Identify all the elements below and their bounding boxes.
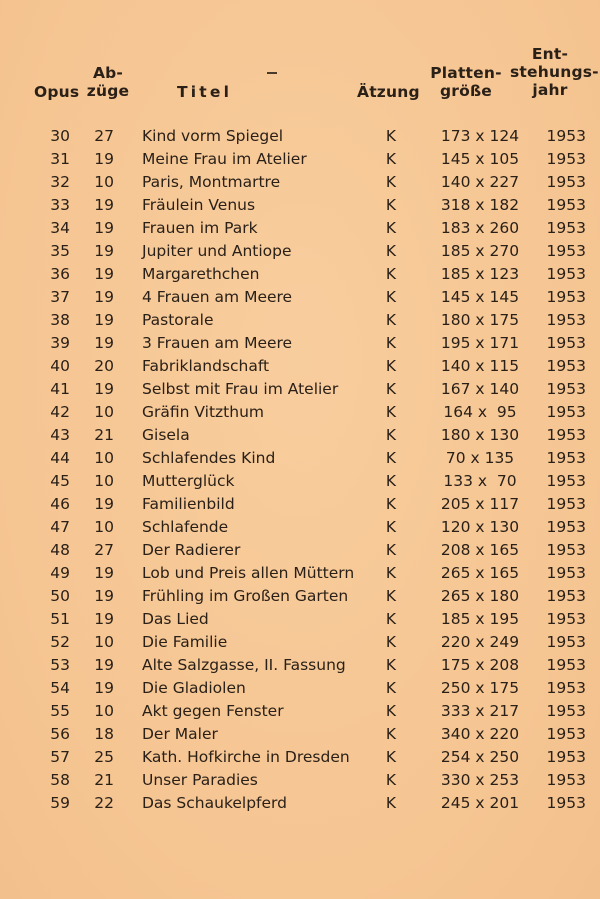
- cell-entstehungsjahr: 1953: [546, 748, 586, 766]
- cell-plattengroesse: 250 x 175: [440, 679, 520, 697]
- table-row: [0, 723, 600, 746]
- cell-aetzung: K: [385, 150, 397, 168]
- cell-plattengroesse: 145 x 105: [440, 150, 520, 168]
- cell-plattengroesse: 185 x 123: [440, 265, 520, 283]
- cell-aetzung: K: [385, 518, 397, 536]
- cell-titel: Frühling im Großen Garten: [142, 587, 349, 605]
- table-row: [0, 677, 600, 700]
- cell-abzuege: 19: [94, 288, 114, 306]
- table-row: [0, 470, 600, 493]
- cell-plattengroesse: 180 x 130: [440, 426, 520, 444]
- cell-abzuege: 25: [94, 748, 114, 766]
- cell-plattengroesse: 183 x 260: [440, 219, 520, 237]
- cell-aetzung: K: [385, 311, 397, 329]
- cell-aetzung: K: [385, 288, 397, 306]
- cell-abzuege: 10: [94, 403, 114, 421]
- cell-entstehungsjahr: 1953: [546, 633, 586, 651]
- cell-abzuege: 10: [94, 518, 114, 536]
- table-row: [0, 562, 600, 585]
- cell-abzuege: 20: [94, 357, 114, 375]
- cell-aetzung: K: [385, 679, 397, 697]
- cell-entstehungsjahr: 1953: [546, 334, 586, 352]
- cell-aetzung: K: [385, 334, 397, 352]
- cell-abzuege: 19: [94, 334, 114, 352]
- cell-opus: 54: [50, 679, 70, 697]
- cell-opus: 33: [50, 196, 70, 214]
- cell-entstehungsjahr: 1953: [546, 242, 586, 260]
- table-row: [0, 125, 600, 148]
- cell-abzuege: 27: [94, 541, 114, 559]
- cell-opus: 46: [50, 495, 70, 513]
- cell-entstehungsjahr: 1953: [546, 725, 586, 743]
- cell-titel: Die Gladiolen: [142, 679, 246, 697]
- cell-opus: 48: [50, 541, 70, 559]
- cell-opus: 37: [50, 288, 70, 306]
- cell-entstehungsjahr: 1953: [546, 150, 586, 168]
- cell-aetzung: K: [385, 403, 397, 421]
- cell-entstehungsjahr: 1953: [546, 702, 586, 720]
- cell-entstehungsjahr: 1953: [546, 311, 586, 329]
- cell-opus: 30: [50, 127, 70, 145]
- cell-abzuege: 18: [94, 725, 114, 743]
- cell-plattengroesse: 140 x 115: [440, 357, 520, 375]
- cell-plattengroesse: 167 x 140: [440, 380, 520, 398]
- cell-titel: Unser Paradies: [142, 771, 258, 789]
- cell-aetzung: K: [385, 633, 397, 651]
- cell-titel: Fabriklandschaft: [142, 357, 270, 375]
- table-row: [0, 286, 600, 309]
- table-body: [0, 125, 600, 815]
- cell-plattengroesse: 173 x 124: [440, 127, 520, 145]
- table-row: [0, 585, 600, 608]
- table-row: [0, 769, 600, 792]
- cell-opus: 44: [50, 449, 70, 467]
- cell-opus: 47: [50, 518, 70, 536]
- cell-opus: 42: [50, 403, 70, 421]
- table-row: [0, 355, 600, 378]
- cell-abzuege: 19: [94, 610, 114, 628]
- cell-opus: 40: [50, 357, 70, 375]
- cell-plattengroesse: 220 x 249: [440, 633, 520, 651]
- cell-abzuege: 10: [94, 633, 114, 651]
- cell-abzuege: 19: [94, 219, 114, 237]
- cell-entstehungsjahr: 1953: [546, 771, 586, 789]
- cell-abzuege: 19: [94, 656, 114, 674]
- cell-entstehungsjahr: 1953: [546, 679, 586, 697]
- cell-entstehungsjahr: 1953: [546, 357, 586, 375]
- cell-titel: Das Lied: [142, 610, 209, 628]
- cell-plattengroesse: 340 x 220: [440, 725, 520, 743]
- cell-aetzung: K: [385, 748, 397, 766]
- cell-titel: Mutterglück: [142, 472, 235, 490]
- cell-abzuege: 19: [94, 587, 114, 605]
- cell-titel: Fräulein Venus: [142, 196, 256, 214]
- cell-titel: Meine Frau im Atelier: [142, 150, 307, 168]
- cell-plattengroesse: 195 x 171: [440, 334, 520, 352]
- cell-entstehungsjahr: 1953: [546, 495, 586, 513]
- cell-titel: Der Radierer: [142, 541, 241, 559]
- cell-titel: Pastorale: [142, 311, 214, 329]
- cell-abzuege: 19: [94, 380, 114, 398]
- table-row: [0, 401, 600, 424]
- cell-aetzung: K: [385, 656, 397, 674]
- cell-plattengroesse: 164 x 95: [443, 403, 517, 421]
- header-aetzung: Ätzung: [357, 83, 420, 101]
- cell-plattengroesse: 333 x 217: [440, 702, 520, 720]
- cell-abzuege: 19: [94, 679, 114, 697]
- cell-aetzung: K: [385, 541, 397, 559]
- cell-plattengroesse: 185 x 195: [440, 610, 520, 628]
- cell-abzuege: 19: [94, 265, 114, 283]
- cell-abzuege: 10: [94, 173, 114, 191]
- cell-entstehungsjahr: 1953: [546, 265, 586, 283]
- cell-aetzung: K: [385, 380, 397, 398]
- cell-abzuege: 22: [94, 794, 114, 812]
- cell-plattengroesse: 70 x 135: [445, 449, 515, 467]
- cell-opus: 57: [50, 748, 70, 766]
- cell-titel: Gisela: [142, 426, 190, 444]
- table-row: [0, 332, 600, 355]
- cell-abzuege: 19: [94, 311, 114, 329]
- cell-opus: 31: [50, 150, 70, 168]
- cell-plattengroesse: 330 x 253: [440, 771, 520, 789]
- cell-opus: 55: [50, 702, 70, 720]
- cell-titel: Das Schaukelpferd: [142, 794, 287, 812]
- cell-titel: Gräfin Vitzthum: [142, 403, 265, 421]
- cell-opus: 34: [50, 219, 70, 237]
- cell-entstehungsjahr: 1953: [546, 288, 586, 306]
- table-row: [0, 171, 600, 194]
- cell-aetzung: K: [385, 449, 397, 467]
- cell-aetzung: K: [385, 495, 397, 513]
- cell-plattengroesse: 205 x 117: [440, 495, 520, 513]
- cell-opus: 41: [50, 380, 70, 398]
- cell-plattengroesse: 208 x 165: [440, 541, 520, 559]
- cell-aetzung: K: [385, 771, 397, 789]
- cell-opus: 52: [50, 633, 70, 651]
- cell-titel: Paris, Montmartre: [142, 173, 281, 191]
- cell-opus: 43: [50, 426, 70, 444]
- cell-aetzung: K: [385, 196, 397, 214]
- cell-titel: Frauen im Park: [142, 219, 258, 237]
- cell-entstehungsjahr: 1953: [546, 403, 586, 421]
- table-row: [0, 631, 600, 654]
- table-row: [0, 746, 600, 769]
- cell-entstehungsjahr: 1953: [546, 219, 586, 237]
- cell-abzuege: 19: [94, 242, 114, 260]
- cell-plattengroesse: 175 x 208: [440, 656, 520, 674]
- table-row: [0, 309, 600, 332]
- table-row: [0, 148, 600, 171]
- cell-abzuege: 19: [94, 150, 114, 168]
- cell-entstehungsjahr: 1953: [546, 449, 586, 467]
- cell-abzuege: 10: [94, 472, 114, 490]
- cell-plattengroesse: 245 x 201: [440, 794, 520, 812]
- cell-aetzung: K: [385, 610, 397, 628]
- cell-plattengroesse: 145 x 145: [440, 288, 520, 306]
- cell-aetzung: K: [385, 357, 397, 375]
- cell-opus: 56: [50, 725, 70, 743]
- cell-entstehungsjahr: 1953: [546, 196, 586, 214]
- cell-entstehungsjahr: 1953: [546, 564, 586, 582]
- table-row: [0, 447, 600, 470]
- cell-aetzung: K: [385, 219, 397, 237]
- cell-abzuege: 21: [94, 771, 114, 789]
- cell-abzuege: 10: [94, 702, 114, 720]
- cell-entstehungsjahr: 1953: [546, 518, 586, 536]
- cell-titel: Die Familie: [142, 633, 228, 651]
- table-row: [0, 217, 600, 240]
- cell-titel: Akt gegen Fenster: [142, 702, 284, 720]
- cell-titel: Margarethchen: [142, 265, 260, 283]
- cell-plattengroesse: 185 x 270: [440, 242, 520, 260]
- cell-aetzung: K: [385, 127, 397, 145]
- cell-aetzung: K: [385, 173, 397, 191]
- header-titel: Titel: [177, 83, 233, 101]
- table-row: [0, 516, 600, 539]
- header-entstehungsjahr: Ent- stehungs- jahr: [510, 45, 599, 99]
- cell-opus: 35: [50, 242, 70, 260]
- cell-abzuege: 21: [94, 426, 114, 444]
- cell-abzuege: 19: [94, 564, 114, 582]
- table-row: [0, 792, 600, 815]
- cell-titel: Jupiter und Antiope: [142, 242, 292, 260]
- cell-aetzung: K: [385, 472, 397, 490]
- cell-titel: Kind vorm Spiegel: [142, 127, 284, 145]
- cell-opus: 45: [50, 472, 70, 490]
- cell-entstehungsjahr: 1953: [546, 794, 586, 812]
- table-row: [0, 378, 600, 401]
- cell-abzuege: 19: [94, 495, 114, 513]
- cell-plattengroesse: 133 x 70: [443, 472, 517, 490]
- cell-titel: Schlafendes Kind: [142, 449, 276, 467]
- cell-titel: Alte Salzgasse, II. Fassung: [142, 656, 346, 674]
- cell-opus: 38: [50, 311, 70, 329]
- cell-aetzung: K: [385, 426, 397, 444]
- cell-entstehungsjahr: 1953: [546, 173, 586, 191]
- cell-titel: Der Maler: [142, 725, 218, 743]
- table-row: [0, 194, 600, 217]
- cell-abzuege: 10: [94, 449, 114, 467]
- cell-plattengroesse: 265 x 165: [440, 564, 520, 582]
- cell-entstehungsjahr: 1953: [546, 541, 586, 559]
- cell-plattengroesse: 254 x 250: [440, 748, 520, 766]
- cell-titel: Schlafende: [142, 518, 229, 536]
- cell-entstehungsjahr: 1953: [546, 472, 586, 490]
- cell-opus: 50: [50, 587, 70, 605]
- table-row: [0, 424, 600, 447]
- cell-titel: 3 Frauen am Meere: [142, 334, 293, 352]
- cell-plattengroesse: 180 x 175: [440, 311, 520, 329]
- table-row: [0, 654, 600, 677]
- cell-aetzung: K: [385, 564, 397, 582]
- header-plattengroesse: Platten- größe: [430, 64, 502, 100]
- cell-abzuege: 27: [94, 127, 114, 145]
- cell-abzuege: 19: [94, 196, 114, 214]
- cell-titel: Selbst mit Frau im Atelier: [142, 380, 339, 398]
- cell-entstehungsjahr: 1953: [546, 127, 586, 145]
- cell-aetzung: K: [385, 265, 397, 283]
- cell-plattengroesse: 140 x 227: [440, 173, 520, 191]
- cell-opus: 32: [50, 173, 70, 191]
- cell-opus: 58: [50, 771, 70, 789]
- cell-titel: Lob und Preis allen Müttern: [142, 564, 355, 582]
- cell-aetzung: K: [385, 794, 397, 812]
- cell-opus: 39: [50, 334, 70, 352]
- cell-plattengroesse: 120 x 130: [440, 518, 520, 536]
- cell-plattengroesse: 265 x 180: [440, 587, 520, 605]
- cell-entstehungsjahr: 1953: [546, 587, 586, 605]
- cell-aetzung: K: [385, 587, 397, 605]
- table-row: [0, 263, 600, 286]
- cell-titel: 4 Frauen am Meere: [142, 288, 293, 306]
- cell-opus: 51: [50, 610, 70, 628]
- cell-entstehungsjahr: 1953: [546, 656, 586, 674]
- table-row: [0, 493, 600, 516]
- header-dash-mark: [267, 72, 277, 74]
- cell-entstehungsjahr: 1953: [546, 610, 586, 628]
- header-abzuege: Ab- züge: [86, 64, 130, 100]
- cell-opus: 36: [50, 265, 70, 283]
- cell-titel: Familienbild: [142, 495, 235, 513]
- table-row: [0, 608, 600, 631]
- table-row: [0, 539, 600, 562]
- cell-aetzung: K: [385, 725, 397, 743]
- header-opus: Opus: [34, 83, 80, 101]
- cell-titel: Kath. Hofkirche in Dresden: [142, 748, 350, 766]
- cell-entstehungsjahr: 1953: [546, 426, 586, 444]
- table-row: [0, 240, 600, 263]
- cell-opus: 59: [50, 794, 70, 812]
- cell-opus: 53: [50, 656, 70, 674]
- table-row: [0, 700, 600, 723]
- cell-plattengroesse: 318 x 182: [440, 196, 520, 214]
- cell-entstehungsjahr: 1953: [546, 380, 586, 398]
- cell-aetzung: K: [385, 242, 397, 260]
- table-header: [0, 0, 600, 110]
- cell-aetzung: K: [385, 702, 397, 720]
- cell-opus: 49: [50, 564, 70, 582]
